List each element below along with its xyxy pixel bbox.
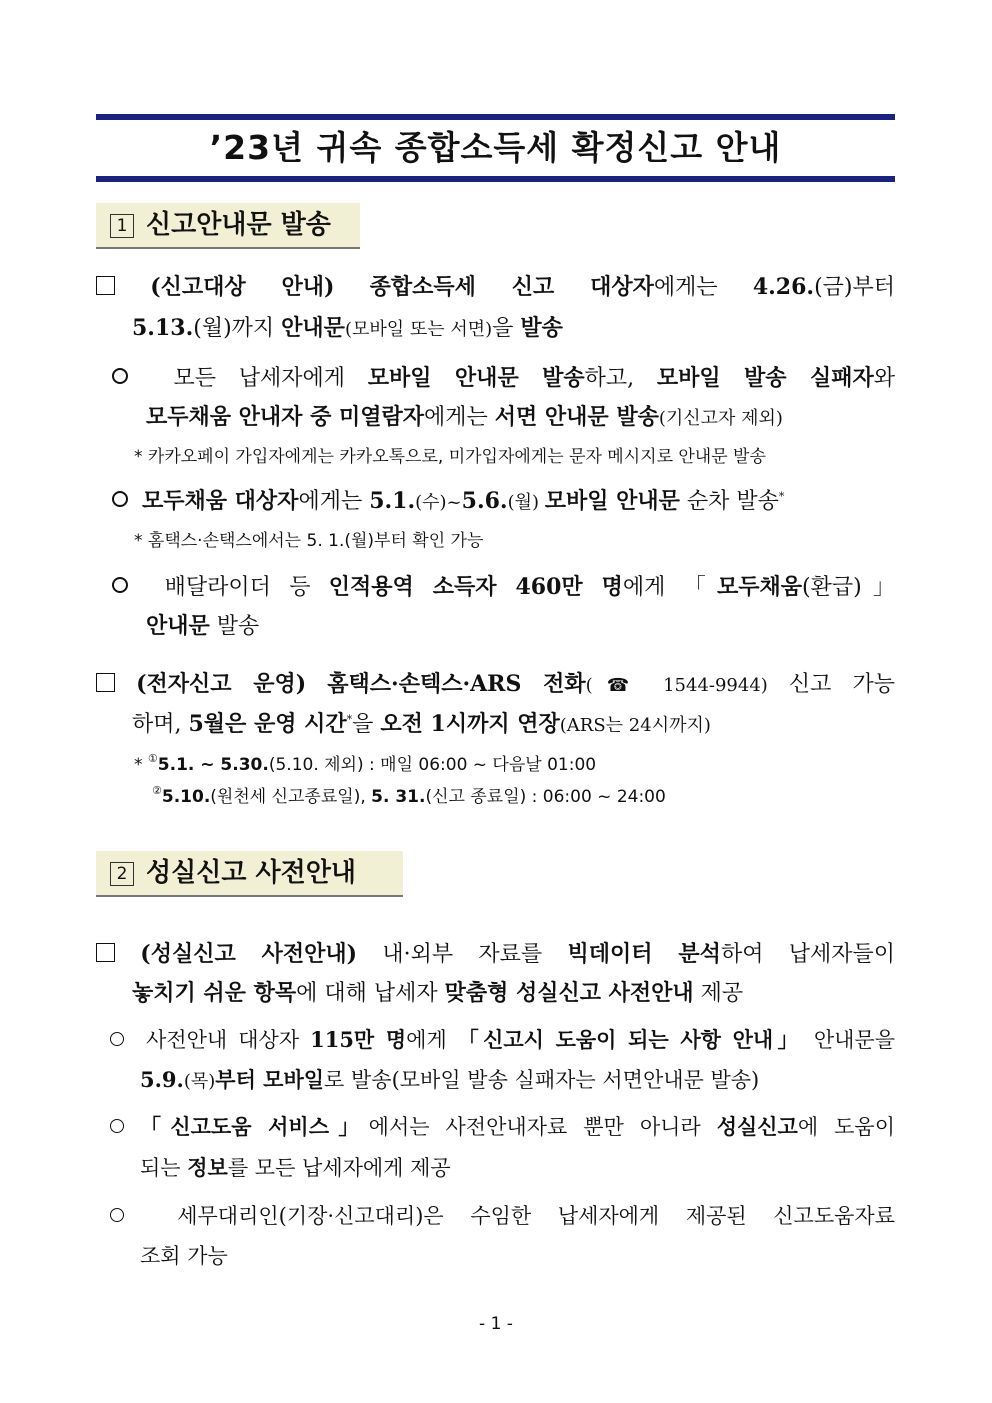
footnote: ②5.10.(원천세 신고종료일), 5. 31.(신고 종료일) : 06:00 ~ 24:00 — [152, 784, 666, 807]
paragraph-line: 하며, 5월은 운영 시간*을 오전 1시까지 연장(ARS는 24시까지) — [132, 711, 711, 737]
section-title: 성실신고 사전안내 — [146, 858, 356, 888]
footnote: * ①5.1. ~ 5.30.(5.10. 제외) : 매일 06:00 ~ 다음날 01:00 — [134, 752, 597, 775]
paragraph-line: 놓치기 쉬운 항목에 대해 납세자 맞춤형 성실신고 사전안내 제공 — [132, 980, 744, 1006]
section-title: 신고안내문 발송 — [146, 210, 331, 240]
section-heading — [96, 851, 403, 897]
circle-bullet-icon — [110, 1119, 124, 1133]
circle-bullet-icon — [112, 577, 128, 593]
bullet-item-line: 모두채움 안내자 중 미열람자에게는 서면 안내문 발송(기신고자 제외) — [146, 404, 783, 430]
circle-bullet-icon — [112, 368, 128, 384]
circle-bullet-icon — [110, 1032, 124, 1046]
title-bottom-rule — [96, 176, 895, 182]
bullet-item-line: 5.9.(목)부터 모바일로 발송(모바일 발송 실패자는 서면안내문 발송) — [140, 1067, 760, 1092]
paragraph: (전자신고 운영) 홈택스·손텍스·ARS 전화(☎ 1544-9944) 신고 가능 — [96, 667, 895, 698]
bullet-item: 사전안내 대상자 115만 명에게 「신고시 도움이 되는 사항 안내」 안내문을 — [110, 1024, 895, 1054]
circle-bullet-icon — [110, 1208, 124, 1222]
circle-bullet-icon — [112, 491, 128, 507]
checkbox-icon — [96, 943, 115, 962]
bullet-item: 「신고도움 서비스」에서는 사전안내자료 뿐만 아니라 성실신고에 도움이 — [110, 1111, 895, 1141]
footnote: * 홈택스·손택스에서는 5. 1.(월)부터 확인 가능 — [134, 531, 484, 551]
checkbox-icon — [96, 673, 115, 692]
checkbox-icon — [96, 276, 115, 295]
page-number: - 1 - — [479, 1314, 513, 1334]
paragraph-line: 5.13.(월)까지 안내문(모바일 또는 서면)을 발송 — [132, 315, 563, 341]
bullet-item-line: 되는 정보를 모든 납세자에게 제공 — [140, 1155, 451, 1180]
section-number: 2 — [110, 862, 134, 886]
bullet-item: 세무대리인(기장·신고대리)은 수임한 납세자에게 제공된 신고도움자료 — [110, 1200, 895, 1230]
bullet-item: 배달라이더 등 인적용역 소득자 460만 명에게 「모두채움(환급)」 — [112, 570, 895, 601]
footnote: * 카카오페이 가입자에게는 카카오톡으로, 미가입자에게는 문자 메시지로 안내문 발송 — [134, 447, 766, 467]
bullet-item-line: 안내문 발송 — [146, 613, 260, 639]
page-title: ’23년 귀속 종합소득세 확정신고 안내 — [209, 128, 782, 167]
bullet-item: 모든 납세자에게 모바일 안내문 발송하고, 모바일 발송 실패자와 — [112, 361, 895, 392]
section-number: 1 — [110, 214, 134, 238]
bullet-item: 모두채움 대상자에게는 5.1.(수)~5.6.(월) 모바일 안내문 순차 발송* — [112, 484, 992, 515]
bullet-item-line: 조회 가능 — [140, 1244, 228, 1268]
paragraph-line: (신고대상 안내) 종합소득세 신고 대상자에게는 4.26.(금)부터 — [96, 270, 895, 301]
section-heading — [96, 203, 360, 249]
paragraph: (성실신고 사전안내) 내·외부 자료를 빅데이터 분석하여 납세자들이 — [96, 937, 895, 968]
